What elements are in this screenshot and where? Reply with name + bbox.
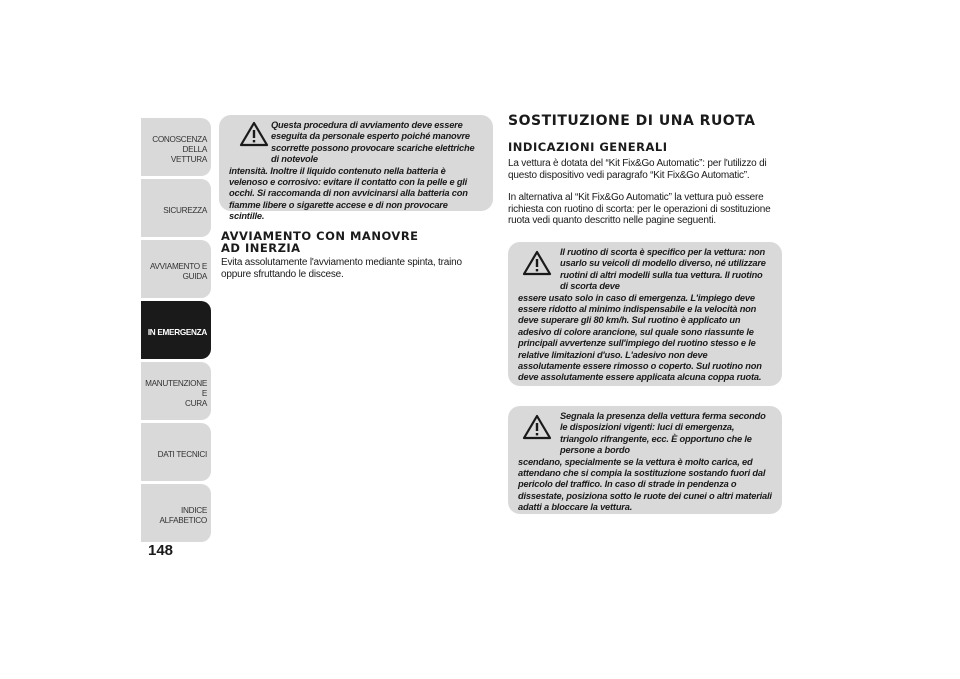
subtitle: INDICAZIONI GENERALI: [508, 140, 668, 154]
tab-avviamento-e-guida[interactable]: [141, 240, 211, 298]
warning-text: essere usato solo in caso di emergenza. L'impiego deve essere ridotto al minimo indispensabile e la velocità non deve superare gli 80 km/h. Sul ruotino è applicato un adesivo di colore arancione, sul quale sono riassunte le principali avvertenze sull'impiego del ruotino stesso e le relative limitazioni d'uso. L'adesivo non deve assolutamente essere rimosso o coperto. Sul ruotino non deve assolutamente essere applicata alcuna coppa ruota.: [518, 292, 762, 383]
tab-indice-alfabetico[interactable]: [141, 484, 211, 542]
paragraph-kit: La vettura è dotata del “Kit Fix&Go Automatic”: per l'utilizzo di questo dispositivo vedi paragrafo “Kit Fix&Go Automatic”.: [508, 158, 767, 181]
paragraph-ruotino: In alternativa al “Kit Fix&Go Automatic” la vettura può essere richiesta con ruotino di scorta: per le operazioni di sostituzione ruota vedi quanto descritto nelle pagine seguenti.: [508, 192, 771, 226]
tab-sicurezza[interactable]: [141, 179, 211, 237]
tab-label: INDICE ALFABETICO: [159, 506, 207, 525]
warning-box-spare-wheel: [508, 242, 782, 386]
tab-label: DATI TECNICI: [157, 450, 207, 459]
warning-triangle-icon: [239, 121, 269, 147]
tab-in-emergenza[interactable]: [141, 301, 211, 359]
tab-manutenzione-e-cura[interactable]: [141, 362, 211, 420]
warning-text: scendano, specialmente se la vettura è molto carica, ed attendano che si compia la sostituzione sostando fuori dal pericolo del traffico. In caso di strade in pendenza o dissestate, posiziona sotto le ruote dei cunei o altri materiali adatti a bloccare la vettura.: [518, 456, 772, 513]
section-title-line1: AVVIAMENTO CON MANOVRE: [221, 229, 419, 243]
section-title-avviamento: [221, 230, 419, 254]
avviamento-text: Evita assolutamente l'avviamento mediante spinta, traino oppure sfruttando le discese.: [221, 257, 462, 280]
tab-label: IN EMERGENZA: [147, 328, 207, 337]
warning-box-jump-start: [219, 115, 493, 222]
tab-label: AVVIAMENTO E GUIDA: [149, 262, 207, 281]
tab-label: SICUREZZA: [163, 206, 207, 215]
main-title: SOSTITUZIONE DI UNA RUOTA: [508, 113, 756, 129]
warning-triangle-icon: [522, 414, 552, 440]
tab-conoscenza-della-vettura[interactable]: [141, 118, 211, 176]
tab-label: CONOSCENZA DELLA VETTURA: [152, 135, 207, 164]
page-number: 148: [148, 542, 174, 559]
tab-dati-tecnici[interactable]: [141, 423, 211, 481]
warning-triangle-icon: [522, 250, 552, 276]
warning-box-stopped-vehicle: [508, 406, 782, 514]
warning-text-indented: Questa procedura di avviamento deve essere eseguita da personale esperto poiché manovre scorrette possono provocare scariche elettriche di notevole: [271, 120, 475, 165]
warning-text-indented: Il ruotino di scorta è specifico per la vettura: non usarlo su veicoli di modello diverso, né utilizzare ruotini di altri modelli sulla tua vettura. Il ruotino di scorta deve: [560, 247, 766, 292]
warning-text: intensità. Inoltre il liquido contenuto nella batteria è velenoso e corrosivo: evitare il contatto con la pelle e gli occhi. Si raccomanda di non avvicinarsi alla batteria con fiamme libere o sigarette accese e di non provocare scintille.: [229, 165, 468, 222]
warning-text-indented: Segnala la presenza della vettura ferma secondo le disposizioni vigenti: luci di emergenza, triangolo rifrangente, ecc. È opportuno che le persone a bordo: [560, 411, 766, 456]
section-title-line2: AD INERZIA: [221, 241, 301, 255]
tab-label: MANUTENZIONE E CURA: [145, 379, 207, 408]
